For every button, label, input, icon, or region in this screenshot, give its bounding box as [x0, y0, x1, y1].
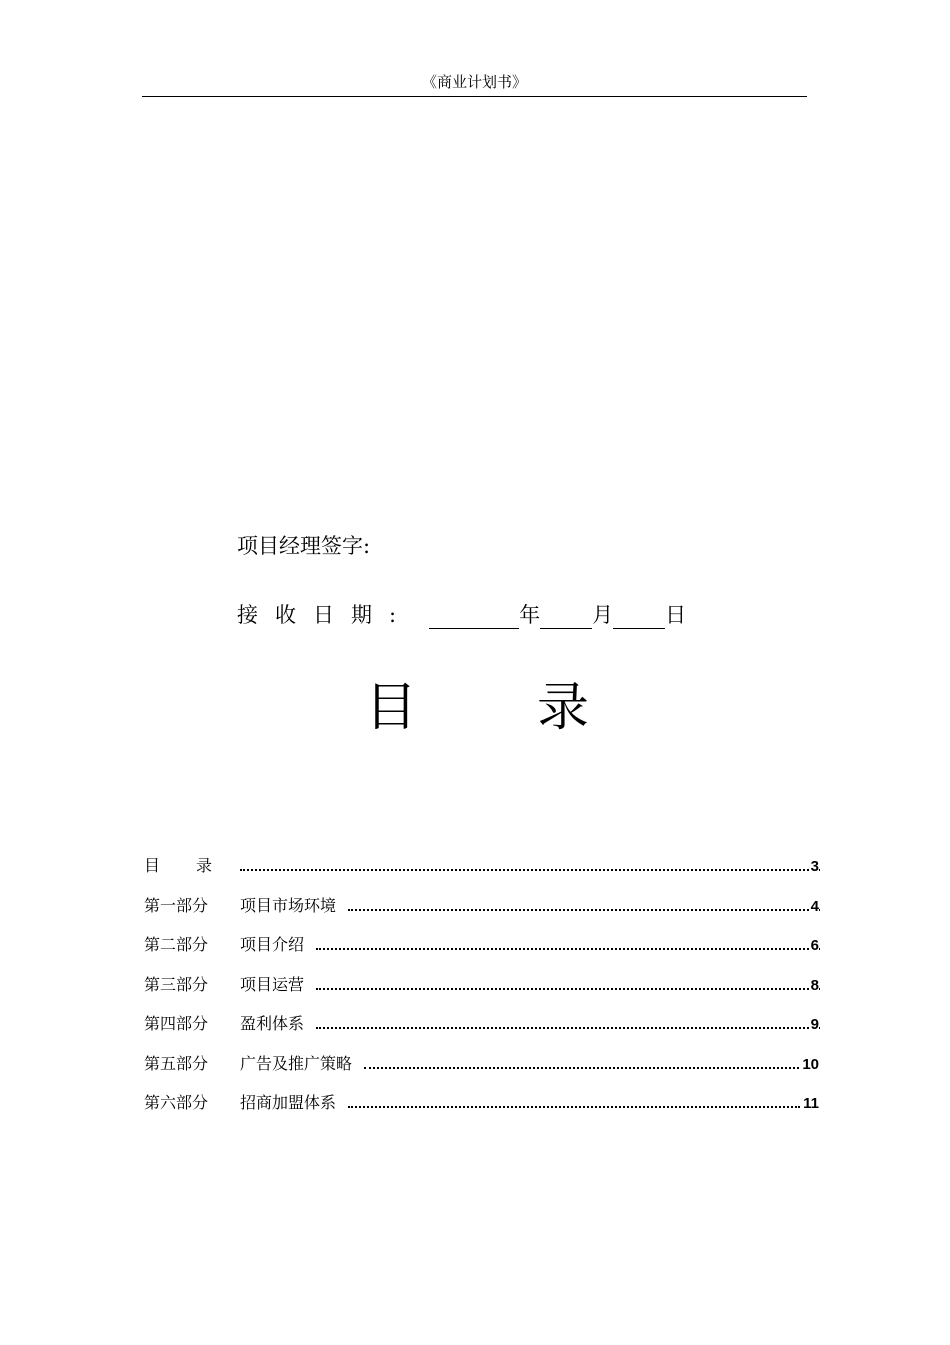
year-blank [429, 606, 519, 629]
toc-entry[interactable] [144, 1007, 819, 1047]
toc-heading: 目录 [365, 678, 710, 738]
toc-entry-page: 11 [802, 1091, 819, 1117]
toc-entry-page: 3 [810, 854, 819, 880]
toc-entry[interactable] [144, 1086, 819, 1126]
year-unit: 年 [519, 603, 541, 627]
toc-entry-title: 目录 [144, 856, 249, 875]
toc-entry-title: 广告及推广策略 [240, 1053, 353, 1073]
toc-dot-leader [240, 849, 820, 871]
table-of-contents [144, 849, 819, 1126]
toc-entry[interactable] [144, 849, 819, 889]
toc-entry-page: 10 [801, 1052, 819, 1078]
toc-entry-part: 第一部分 [144, 895, 209, 915]
toc-dot-leader [316, 1007, 820, 1029]
header-rule [142, 96, 807, 97]
toc-dot-leader [364, 1047, 799, 1069]
receipt-date-label: 接收日期: [237, 603, 414, 627]
toc-entry-title: 项目市场环境 [240, 895, 337, 915]
toc-entry-page: 9 [810, 1012, 819, 1038]
toc-entry-title: 招商加盟体系 [240, 1093, 337, 1112]
toc-dot-leader [348, 889, 820, 911]
toc-entry-page: 4 [810, 894, 819, 920]
toc-dot-leader [316, 928, 820, 950]
signature-label: 项目经理签字: [237, 534, 371, 558]
signature-line [237, 532, 370, 560]
toc-entry-title: 项目介绍 [240, 935, 305, 954]
toc-entry-part: 第二部分 [144, 935, 209, 954]
toc-entry-page: 8 [810, 973, 819, 999]
day-blank [613, 606, 665, 629]
toc-entry-title: 项目运营 [240, 974, 305, 994]
toc-entry[interactable] [144, 928, 819, 968]
toc-dot-leader [316, 968, 820, 990]
toc-entry[interactable] [144, 968, 819, 1008]
toc-entry-part: 第三部分 [144, 974, 209, 994]
document-header-title: 《商业计划书》 [421, 73, 527, 91]
receipt-date-line [237, 601, 686, 629]
toc-entry-part: 第四部分 [144, 1014, 209, 1033]
toc-entry-page: 6 [810, 933, 819, 959]
toc-entry[interactable] [144, 1047, 819, 1087]
month-unit: 月 [592, 603, 614, 627]
day-unit: 日 [665, 603, 687, 627]
toc-dot-leader [348, 1086, 800, 1108]
toc-entry-title: 盈利体系 [240, 1014, 305, 1033]
toc-entry-part: 第五部分 [144, 1053, 209, 1073]
month-blank [540, 606, 592, 629]
toc-entry-part: 第六部分 [144, 1093, 209, 1112]
toc-entry[interactable] [144, 889, 819, 929]
